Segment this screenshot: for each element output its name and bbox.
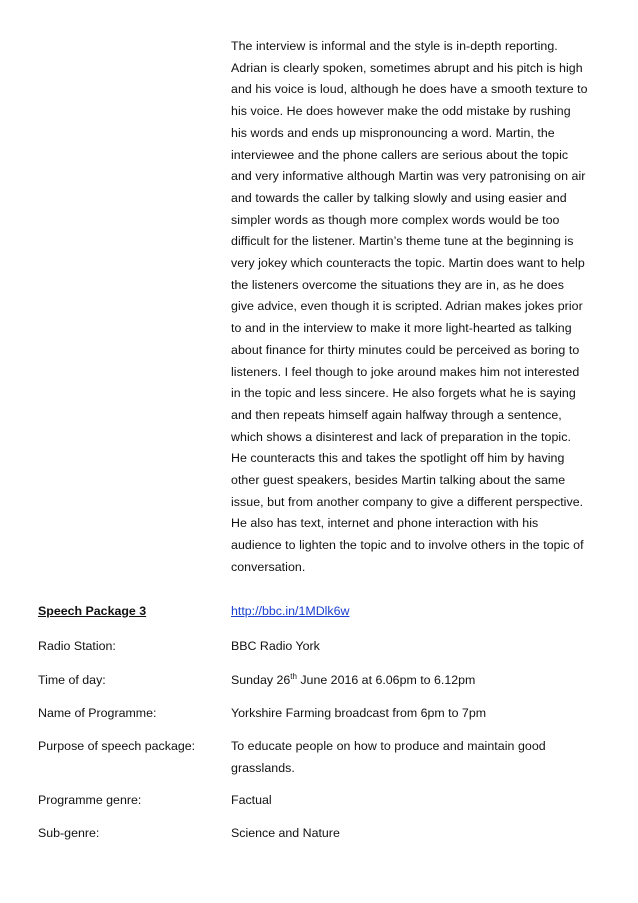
paragraph-line: and his voice is loud, although he does have a smooth texture to bbox=[231, 82, 588, 97]
sub-genre-label: Sub-genre: bbox=[38, 826, 100, 840]
time-of-day-value bbox=[231, 670, 611, 692]
programme-genre-value: Factual bbox=[231, 793, 272, 807]
programme-genre-label: Programme genre: bbox=[38, 793, 142, 807]
paragraph-line: listeners. I feel though to joke around makes him not interested bbox=[231, 364, 580, 379]
time-of-day-date: Sunday 26 bbox=[231, 673, 291, 687]
paragraph-line: and very informative although Martin was very patronising on air bbox=[231, 169, 586, 184]
paragraph-line: interviewee and the phone callers are serious about the topic bbox=[231, 147, 569, 162]
paragraph-line: difficult for the listener. Martin’s theme tune at the beginning is bbox=[231, 234, 574, 249]
speech-package-heading: Speech Package 3 bbox=[38, 604, 147, 618]
paragraph-line: and then repeats himself again halfway through a sentence, bbox=[231, 407, 562, 422]
paragraph-line: very jokey which counteracts the topic. Martin does want to help bbox=[231, 256, 585, 271]
time-of-day-ordinal: th bbox=[290, 671, 297, 681]
programme-name-label: Name of Programme: bbox=[38, 706, 157, 720]
radio-station-value: BBC Radio York bbox=[231, 639, 320, 653]
speech-package-link[interactable]: http://bbc.in/1MDlk6w bbox=[231, 604, 350, 618]
purpose-label: Purpose of speech package: bbox=[38, 739, 196, 753]
paragraph-line: his voice. He does however make the odd mistake by rushing bbox=[231, 104, 571, 119]
paragraph-line: which shows a disinterest and lack of preparation in the topic. bbox=[231, 429, 571, 444]
paragraph-line: the listeners overcome the situations they are in, as he does bbox=[231, 277, 564, 292]
paragraph-line: and towards the caller by talking slowly and using easier and bbox=[231, 190, 567, 205]
paragraph-line: give advice, even though it is scripted. Adrian makes jokes prior bbox=[231, 299, 583, 314]
time-of-day-rest: June 2016 at 6.06pm to 6.12pm bbox=[296, 673, 476, 687]
paragraph-line: other guest speakers, besides Martin talking about the same bbox=[231, 473, 566, 488]
analysis-paragraph bbox=[231, 36, 611, 579]
programme-name-value: Yorkshire Farming broadcast from 6pm to 7pm bbox=[231, 706, 487, 720]
paragraph-line: about finance for thirty minutes could be perceived as boring to bbox=[231, 342, 580, 357]
paragraph-line: Adrian is clearly spoken, sometimes abrupt and his pitch is high bbox=[231, 60, 583, 75]
sub-genre-value: Science and Nature bbox=[231, 826, 340, 840]
paragraph-line: The interview is informal and the style is in-depth reporting. bbox=[231, 39, 558, 53]
paragraph-line: to and in the interview to make it more light-hearted as talking bbox=[231, 321, 572, 336]
paragraph-line: simpler words as though more complex words would be too bbox=[231, 212, 560, 227]
paragraph-line: in the topic and less sincere. He also forgets what he is saying bbox=[231, 386, 576, 401]
radio-station-label: Radio Station: bbox=[38, 639, 116, 653]
purpose-value bbox=[231, 736, 611, 779]
purpose-line: grasslands. bbox=[231, 760, 295, 775]
paragraph-line: his words and ends up mispronouncing a word. Martin, the bbox=[231, 125, 555, 140]
paragraph-line: He counteracts this and takes the spotlight off him by having bbox=[231, 451, 565, 466]
paragraph-line: issue, but from another company to give a different perspective. bbox=[231, 494, 584, 509]
paragraph-line: conversation. bbox=[231, 559, 306, 574]
paragraph-line: He also has text, internet and phone interaction with his bbox=[231, 516, 539, 531]
purpose-line: To educate people on how to produce and maintain good bbox=[231, 739, 546, 753]
time-of-day-label: Time of day: bbox=[38, 673, 106, 687]
paragraph-line: audience to lighten the topic and to involve others in the topic of bbox=[231, 538, 584, 553]
